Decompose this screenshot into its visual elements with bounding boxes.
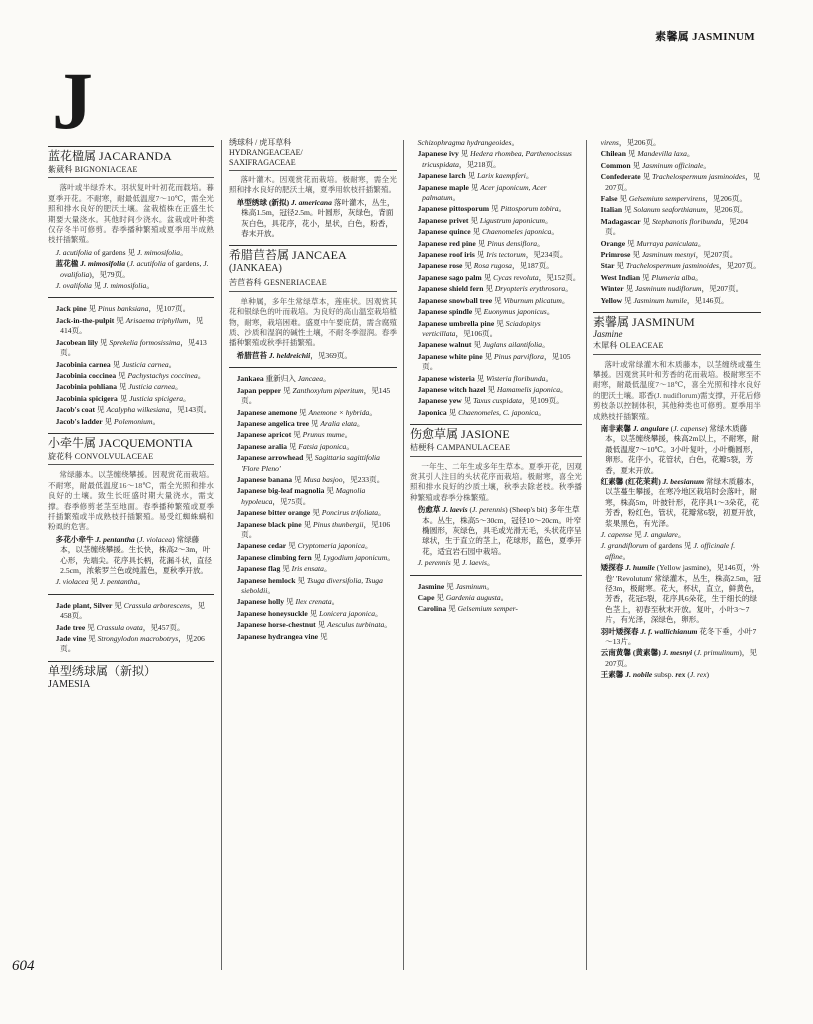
list-item: Japanese snowball tree 见 Viburnum plicatum。 bbox=[417, 295, 570, 305]
genus-common-name: Jasmine bbox=[593, 329, 623, 340]
list-item: Japonica 见 Chaenomeles, C. japonica。 bbox=[417, 407, 546, 417]
list-item: Japanese quince 见 Chaenomeles japonica。 bbox=[417, 227, 559, 237]
species-entry: 矮探春 J. humile (Yellow jasmine)，见146页，'外卷' 'Revolutum' 常绿灌木，丛生，株高2.5m，冠径3m，极耐寒。花大，杯状，直立，鲜黄色，芳香，花冠5裂，花序具6朵花，生于细长的绿色茎上，初春至秋末开放。复叶，小叶3～7片，有光泽，深绿色，卵形。 bbox=[600, 563, 761, 625]
genus-latin: JAMESIA bbox=[48, 678, 91, 690]
family-continuation: 绣球科 / 虎耳草科 HYDRANGEACEAE/ SAXIFRAGACEAE bbox=[229, 138, 397, 171]
genus-heading-jacquemontia bbox=[48, 433, 214, 450]
list-item: Jade tree 见 Crassula ovata，见457页。 bbox=[55, 622, 185, 632]
list-item: Japanese maple 见 Acer japonicum, Acer palmatum。 bbox=[417, 182, 547, 203]
family-name: 紫葳科 BIGNONIACEAE bbox=[48, 165, 214, 178]
genus-name: 希腊苣苔属 JANCAEA bbox=[229, 248, 347, 263]
genus-description: 常绿藤本。以茎缠绕攀援。因观赏花而栽培。不耐寒，耐最低温度16～18℃，需全光照和排水良好的土壤。致生长旺盛时期大量浇水，需支撑。春季修剪老茎至地面。春季播种繁殖或夏季扦插繁殖或半成熟枝扦插繁殖。易受红蜘蛛螨和粉虱的危害。 bbox=[48, 470, 214, 532]
species-entry: 王素馨 J. nobile subsp. rex (J. rex) bbox=[600, 670, 709, 680]
list-item: Japanese shield fern 见 Dryopteris erythrosora。 bbox=[417, 284, 573, 294]
list-item: Japanese roof iris 见 Iris tectorum，见234页。 bbox=[417, 250, 568, 260]
list-item: Japanese hydrangea vine 见 bbox=[236, 631, 328, 641]
list-item: Chilean 见 Mandevilla laxa。 bbox=[600, 149, 695, 159]
species-entry: J. capense 见 J. angulare。 bbox=[600, 530, 686, 539]
list-item: Japanese holly 见 Ilex crenata。 bbox=[236, 597, 340, 607]
species-entry: J. ovalifolia 见 J. mimosifolia。 bbox=[55, 281, 154, 291]
list-item: Japanese white pine 见 Pinus parviflora，见105页。 bbox=[417, 351, 571, 372]
list-item: Carolina 见 Gelsemium semper- bbox=[417, 604, 518, 614]
genus-name: 小牵牛属 JACQUEMONTIA bbox=[48, 435, 193, 450]
species-entry: 云南黄馨 (黄素馨) J. mesnyi (J. primulinum)，见207页。 bbox=[600, 648, 757, 668]
list-item: Japanese rose 见 Rosa rugosa，见187页。 bbox=[417, 261, 554, 271]
common-name-list bbox=[593, 138, 761, 306]
common-name-list bbox=[48, 601, 214, 655]
genus-description: 落叶或半绿乔木。羽状复叶叶初花而载培。暮夏季开花。不耐寒，耐最低温度7～10℃，需全光照和排水良好的肥沃土壤。盆栽植株在正盛生长期要大量浇水。其他时间少浇水。盆栽或叶种类仅存冬半可修剪。春季播种繁殖或夏季用半成熟枝扦插繁殖。 bbox=[48, 183, 214, 245]
list-item: virens，见206页。 bbox=[600, 138, 661, 147]
list-item: Jacobinia pohliana 见 Justicia carnea。 bbox=[55, 382, 183, 392]
genus-synonym: (JANKAEA) bbox=[229, 263, 282, 275]
list-item: Japanese apricot 见 Prunus mume。 bbox=[236, 430, 353, 440]
list-item: Japanese arrowhead 见 Sagittaria sagittifolia 'Flore Pleno' bbox=[236, 453, 380, 473]
list-item: Winter 见 Jasminum nudiflorum，见207页。 bbox=[600, 284, 744, 294]
column-divider bbox=[586, 140, 587, 970]
list-item: Confederate 见 Trachelospermum jasminoides，见207页。 bbox=[600, 172, 761, 192]
common-name-list bbox=[410, 138, 582, 418]
column-4 bbox=[593, 138, 761, 973]
list-item: Japanese climbing fern 见 Lygodium japonicum。 bbox=[236, 552, 395, 562]
genus-heading-jasminum bbox=[593, 312, 761, 339]
common-name-list bbox=[410, 582, 582, 615]
common-name-list bbox=[48, 304, 214, 426]
running-head: 素馨属 JASMINUM bbox=[655, 31, 755, 43]
list-item: Japanese banana 见 Musa basjoo，见233页。 bbox=[236, 474, 385, 484]
genus-description: 落叶或常绿灌木和木质藤本，以茎缠绕或蔓生攀援。因观赏其叶和芳香的花而栽培。极耐寒至不耐寒，耐最低温度7～18℃，喜全光照和排水良好的肥沃土壤。耶香(J. nudiflorum)需支撑，开花后修剪枝条以控制体积，其他种类也可修剪。夏季用半成熟枝扦插繁殖。 bbox=[593, 359, 761, 421]
list-item: Schizophragma hydrangeoides。 bbox=[417, 138, 520, 147]
divider bbox=[229, 367, 397, 368]
list-item: Japanese aralia 见 Fatsia japonica。 bbox=[236, 441, 354, 451]
section-letter: J bbox=[52, 55, 93, 146]
list-item: Japanese flag 见 Iris ensata。 bbox=[236, 564, 332, 574]
column-2 bbox=[229, 138, 397, 973]
list-item: Jacobinia carnea 见 Justicia carnea。 bbox=[55, 359, 177, 369]
species-entry: 伤愈草 J. laevis (J. perennis) (Sheep's bit) 多年生草本。丛生，株高5～30cm，冠径10～20cm。叶窄椭圆形，灰绿色，具毛或光滑无毛，头状花序呈球状，生于直立的茎上，花球形，蓝色，夏季开花，适宜岩石园中栽培。 bbox=[417, 505, 582, 556]
genus-name: 伤愈草属 JASIONE bbox=[410, 427, 510, 442]
species-entry: J. violacea 见 J. pentantha。 bbox=[55, 577, 146, 587]
species-entry: J. perennis 见 J. laevis。 bbox=[417, 558, 495, 568]
column-divider bbox=[221, 140, 222, 970]
list-item: Jack-in-the-pulpit 见 Arisaema triphyllum，见414页。 bbox=[55, 315, 204, 336]
list-item: Japan pepper 见 Zanthoxylum piperitum，见145页。 bbox=[236, 385, 391, 406]
divider bbox=[48, 594, 214, 595]
list-item: Japanese hemlock 见 Tsuga diversifolia, Tsuga sieboldii。 bbox=[236, 575, 383, 595]
list-item: Japanese wisteria 见 Wisteria floribunda。 bbox=[417, 373, 554, 383]
species-entry: 蓝花楹 J. mimosifolia (J. acutifolia of gardens, J. ovalifolia)，见79页。 bbox=[55, 259, 209, 279]
list-item: Japanese witch hazel 见 Hamamelis japonica。 bbox=[417, 384, 568, 394]
list-item: Japanese umbrella pine 见 Sciadopitys verticillata，见106页。 bbox=[417, 318, 541, 338]
list-item: Jacobean lily 见 Sprekelia formosissima，见413页。 bbox=[55, 337, 207, 358]
list-item: Jacobinia coccinea 见 Pachystachys coccinea。 bbox=[55, 370, 206, 380]
list-item: Jade plant, Silver 见 Crassula arborescens，见458页。 bbox=[55, 600, 206, 621]
list-item: Jacob's ladder 见 Polemonium。 bbox=[55, 416, 161, 426]
species-entry: J. grandiflorum of gardens 见 J. officinale f. affine。 bbox=[600, 541, 736, 561]
genus-heading-jasione bbox=[410, 424, 582, 441]
column-3 bbox=[410, 138, 582, 973]
list-item: Japanese ivy 见 Hedera rhombea, Parthenocissus tricuspidata，见218页。 bbox=[417, 149, 572, 169]
column-1 bbox=[48, 140, 214, 975]
list-item: Japanese walnut 见 Juglans ailantifolia。 bbox=[417, 340, 550, 350]
family-name: 旋花科 CONVOLVULACEAE bbox=[48, 452, 214, 465]
genus-name: 素馨属 JASMINUM bbox=[593, 315, 695, 330]
list-item: Japanese sago palm 见 Cycas revoluta，见152页。 bbox=[417, 272, 581, 282]
species-entry: 南非素馨 J. angulare (J. capense) 常绿木质藤本，以茎缠绕攀援，株高2m以上，不耐寒，耐最低温度7～10℃。3小叶复叶，小叶椭圆形，卵形。花序小，花管状，白色，花瓣5裂，芳香，夏末开放。 bbox=[600, 423, 760, 475]
list-item: Japanese horse-chestnut 见 Aesculus turbinata。 bbox=[236, 620, 392, 630]
list-item: Japanese cedar 见 Cryptomeria japonica。 bbox=[236, 541, 373, 551]
family-name: 苦苣苔科 GESNERIACEAE bbox=[229, 278, 397, 291]
list-item: Madagascar 见 Stephanotis floribunda，见204页。 bbox=[600, 216, 749, 237]
list-item: Japanese privet 见 Ligustrum japonicum。 bbox=[417, 215, 553, 225]
list-item: West Indian 见 Plumeria alba。 bbox=[600, 272, 703, 282]
species-entry: 希腊苣苔 J. heldreichii，见369页。 bbox=[236, 350, 352, 360]
list-item: Jack pine 见 Pinus banksiana，见107页。 bbox=[55, 304, 191, 314]
list-item: Japanese larch 见 Larix kaempferi。 bbox=[417, 171, 534, 181]
list-item: Japanese angelica tree 见 Aralia elata。 bbox=[236, 418, 365, 428]
list-item: Jacob's coat 见 Acalypha wilkesiana，见143页。 bbox=[55, 405, 212, 415]
column-divider bbox=[403, 140, 404, 970]
list-item: Cape 见 Gardenia augusta。 bbox=[417, 593, 509, 603]
list-item: Japanese anemone 见 Anemone × hybrida。 bbox=[236, 407, 377, 417]
genus-heading-jacaranda bbox=[48, 146, 214, 163]
page-number: 604 bbox=[12, 958, 35, 974]
list-item: Japanese honeysuckle 见 Lonicera japonica。 bbox=[236, 608, 383, 618]
list-item: Jasmine 见 Jasminum。 bbox=[417, 581, 494, 591]
species-entry: 单型绣球 (新拟) J. americana 落叶灌木，丛生，株高1.5m，冠径2.5m。叶圆形，灰绿色，背面灰白色，具花序，花小，星状，白色，粉香，春末开放。 bbox=[236, 197, 395, 239]
list-item: Japanese spindle 见 Euonymus japonicus。 bbox=[417, 307, 555, 317]
divider bbox=[48, 297, 214, 298]
list-item: Common 见 Jasminum officinale。 bbox=[600, 160, 711, 170]
list-item: Star 见 Trachelospermum jasminoides，见207页。 bbox=[600, 261, 761, 271]
list-item: Jankaea 重新归入 Jancaea。 bbox=[236, 374, 331, 384]
species-entry: 多花小牵牛 J. pentantha (J. violacea) 常绿藤本，以茎缠绕攀援。生长快，株高2～3m，叶心形，先端尖。花序具长柄，花漏斗状，直径2.5cm，浓紫罗兰色或纯蓝色，夏秋季开放。 bbox=[55, 534, 213, 575]
list-item: Yellow 见 Jasminum humile，见146页。 bbox=[600, 295, 729, 305]
genus-heading-jancaea bbox=[229, 245, 397, 276]
list-item: Japanese yew 见 Taxus cuspidata，见109页。 bbox=[417, 396, 564, 406]
list-item: Orange 见 Murraya paniculata。 bbox=[600, 238, 706, 248]
list-item: Japanese pittosporum 见 Pittosporum tobira。 bbox=[417, 204, 567, 214]
list-item: Primrose 见 Jasminum mesnyi，见207页。 bbox=[600, 250, 738, 260]
genus-description: 单种属，多年生常绿草本，莲座状。因观赏其花和银绿色的叶而栽培。为良好的高山温室栽培植物，耐寒，栽培困难。盛夏中午要庇荫，需含腐殖质、沙质和湿润的碱性土壤，不耐冬季湿润。春季播种繁殖或秋季扦插繁殖。 bbox=[229, 296, 397, 348]
divider bbox=[410, 575, 582, 576]
genus-description: 落叶灌木。因观赏花而栽培。极耐寒，需全光照和排水良好的肥沃土壤，夏季用软枝扦插繁殖。 bbox=[229, 175, 397, 195]
genus-name: 蓝花楹属 JACARANDA bbox=[48, 149, 172, 163]
genus-description: 一年生、二年生或多年生草本。夏季开花，因观赏其引人注目的头状花序而栽培。极耐寒，喜全光照和排水良好的沙质土壤，秋季去除老枝。秋季播种繁殖或春季分株繁殖。 bbox=[410, 461, 582, 502]
list-item: Jade vine 见 Strongylodon macrobotrys，见206页。 bbox=[55, 634, 205, 654]
genus-heading-jamesia bbox=[48, 661, 214, 692]
list-item: Japanese red pine 见 Pinus densiflora。 bbox=[417, 238, 545, 248]
genus-name: 单型绣球属（新拟） bbox=[48, 663, 157, 678]
family-name: 木犀科 OLEACEAE bbox=[593, 341, 761, 354]
list-item: Japanese big-leaf magnolia 见 Magnolia hypoleuca，见75页。 bbox=[236, 486, 366, 506]
species-entry: 红素馨 (红花茉莉) J. beesianum 常绿木质藤本，以茎蔓生攀援，在寒冷地区栽培时会落叶，耐寒，株高5m，叶披针形，花序具1～3朵花，花芳香，粉红色，管状，花瓣常6裂，初夏开放，浆果黑色，有光泽。 bbox=[600, 476, 761, 528]
list-item: False 见 Gelsemium sempervirens，见206页。 bbox=[600, 194, 747, 204]
species-entry: J. acutifolia of gardens 见 J. mimosifolia。 bbox=[55, 247, 188, 257]
list-item: Japanese black pine 见 Pinus thunbergii，见106页。 bbox=[236, 519, 391, 539]
list-item: Italian 见 Solanum seaforthianum，见206页。 bbox=[600, 205, 748, 215]
list-item: Japanese bitter orange 见 Poncirus trifoliata。 bbox=[236, 508, 386, 518]
family-name: 桔梗科 CAMPANULACEAE bbox=[410, 443, 582, 456]
common-name-list bbox=[229, 374, 397, 642]
list-item: Jacobinia spicigera 见 Justicia spicigera。 bbox=[55, 393, 191, 403]
species-entry: 羽叶矮探春 J. f. wallichianum 花冬下垂，小叶7～13片。 bbox=[600, 626, 757, 647]
